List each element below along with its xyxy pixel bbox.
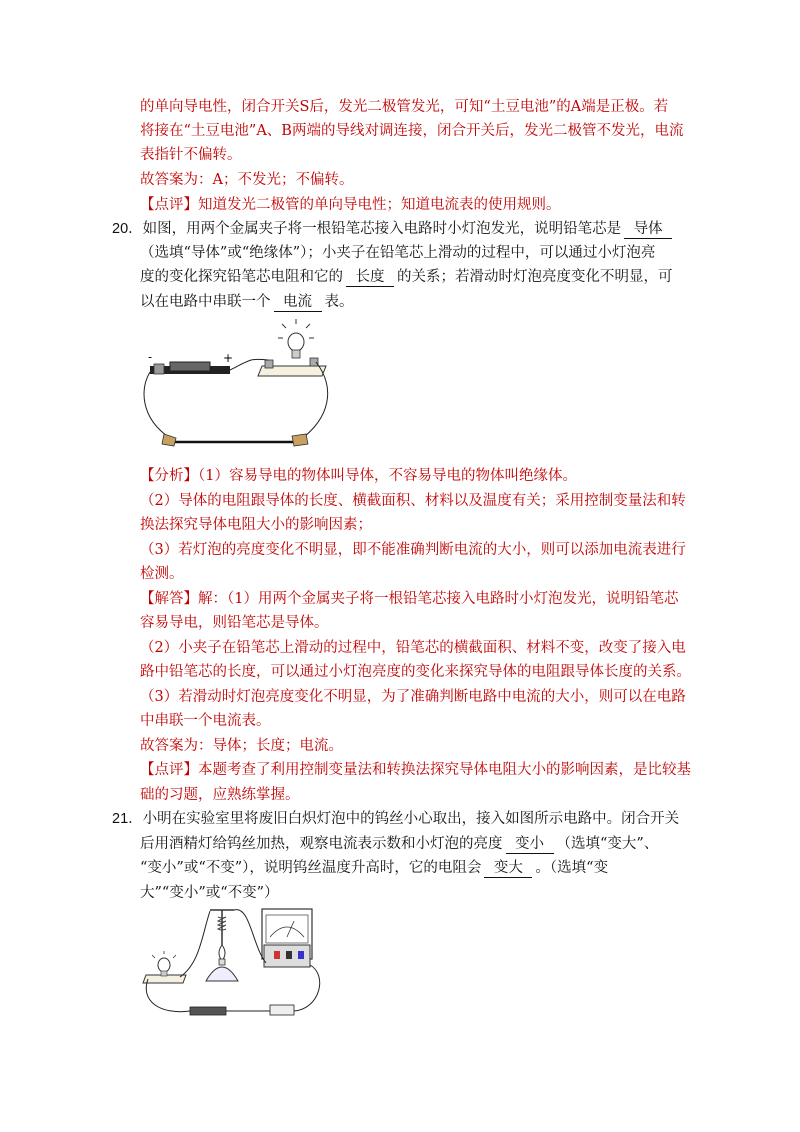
analysis-tag: 【分析】 bbox=[140, 468, 198, 484]
question-text: “变小”或“不变”），说明钨丝温度升高时，它的电阻会 bbox=[140, 860, 482, 876]
analysis-text: （1）容易导电的物体叫导体，不容易导电的物体叫绝缘体。 bbox=[198, 468, 577, 484]
question-text: 度的变化探究铅笔芯电阻和它的 bbox=[140, 269, 343, 285]
solution-text: 解：（1）用两个金属夹子将一根铅笔芯接入电路时小灯泡发光，说明铅笔芯 bbox=[198, 591, 679, 607]
solution-tag: 【解答】 bbox=[140, 591, 198, 607]
question-line bbox=[140, 267, 673, 287]
pencil-circuit-figure bbox=[140, 318, 340, 458]
question-21-line bbox=[112, 809, 679, 829]
answer-line: 故答案为：A；不发光；不偏转。 bbox=[140, 172, 354, 188]
minus-sign: - bbox=[148, 350, 153, 364]
question-text: 后用酒精灯给钨丝加热，观察电流表示数和小灯泡的亮度 bbox=[140, 836, 503, 852]
solution-line bbox=[140, 589, 678, 609]
question-text: 的关系；若滑动时灯泡亮度变化不明显，可 bbox=[397, 269, 673, 285]
filament-circuit-figure bbox=[140, 905, 330, 1030]
review-text: 础的习题，应熟练掌握。 bbox=[140, 787, 300, 803]
answer-blank: 变小 bbox=[506, 836, 554, 854]
answer-blank: 导体 bbox=[624, 221, 672, 239]
answer-blank: 长度 bbox=[346, 269, 394, 287]
review-tag: 【点评】 bbox=[140, 197, 198, 213]
analysis-text: （3）若灯泡的亮度变化不明显，即不能准确判断电流的大小，则可以添加电流表进行 bbox=[140, 542, 686, 558]
plus-sign: + bbox=[223, 351, 234, 365]
analysis-text: 换法探究导体电阻大小的影响因素； bbox=[140, 517, 372, 533]
question-text: 表。 bbox=[324, 294, 354, 310]
answer-blank: 变大 bbox=[484, 860, 532, 878]
question-text: （选填“导体”或“绝缘体”）；小夹子在铅笔芯上滑动的过程中，可以通过小灯泡亮 bbox=[140, 245, 656, 261]
answer-line: 故答案为：导体；长度；电流。 bbox=[140, 738, 343, 754]
solution-text: （2）小夹子在铅笔芯上滑动的过程中，铅笔芯的横截面积、材料不变，改变了接入电 bbox=[140, 640, 686, 656]
review-tag: 【点评】 bbox=[140, 762, 198, 778]
question-line bbox=[140, 858, 608, 878]
analysis-line bbox=[140, 466, 577, 486]
question-text: 。（选填“变 bbox=[535, 860, 609, 876]
solution-text: 中串联一个电流表。 bbox=[140, 713, 271, 729]
analysis-text: （2）导体的电阻跟导体的长度、横截面积、材料以及温度有关；采用控制变量法和转 bbox=[140, 493, 686, 509]
question-text: 以在电路中串联一个 bbox=[140, 294, 271, 310]
answer-blank: 电流 bbox=[274, 294, 322, 312]
question-number: 20． bbox=[112, 221, 143, 237]
question-text: 如图，用两个金属夹子将一根铅笔芯接入电路时小灯泡发光，说明铅笔芯是 bbox=[142, 221, 622, 237]
review-text: 知道发光二极管的单向导电性；知道电流表的使用规则。 bbox=[198, 197, 561, 213]
review-line bbox=[140, 760, 691, 780]
review-line bbox=[140, 195, 561, 215]
solution-text: （3）若滑动时灯泡亮度变化不明显，为了准确判断电路中电流的大小，则可以在电路 bbox=[140, 689, 686, 705]
analysis-text: 检测。 bbox=[140, 566, 184, 582]
question-text: （选填“变大”、 bbox=[556, 836, 659, 852]
solution-text: 路中铅笔芯的长度，可以通过小灯泡亮度的变化来探究导体的电阻跟导体长度的关系。 bbox=[140, 664, 691, 680]
text-line: 表指针不偏转。 bbox=[140, 147, 242, 163]
question-number: 21． bbox=[112, 811, 143, 827]
question-line bbox=[140, 292, 354, 312]
question-text: 大”“变小”或“不变”） bbox=[140, 885, 279, 901]
solution-text: 容易导电，则铅笔芯是导体。 bbox=[140, 615, 329, 631]
question-line bbox=[140, 834, 658, 854]
question-text: 小明在实验室里将废旧白炽灯泡中的钨丝小心取出，接入如图所示电路中。闭合开关 bbox=[142, 811, 680, 827]
question-20-line bbox=[112, 219, 675, 239]
text-line: 的单向导电性，闭合开关S后，发光二极管发光，可知“土豆电池”的A端是正极。若 bbox=[140, 99, 669, 115]
review-text: 本题考查了利用控制变量法和转换法探究导体电阻大小的影响因素，是比较基 bbox=[198, 762, 691, 778]
text-line: 将接在“土豆电池”A、B两端的导线对调连接，闭合开关后，发光二极管不发光，电流 bbox=[140, 123, 684, 139]
